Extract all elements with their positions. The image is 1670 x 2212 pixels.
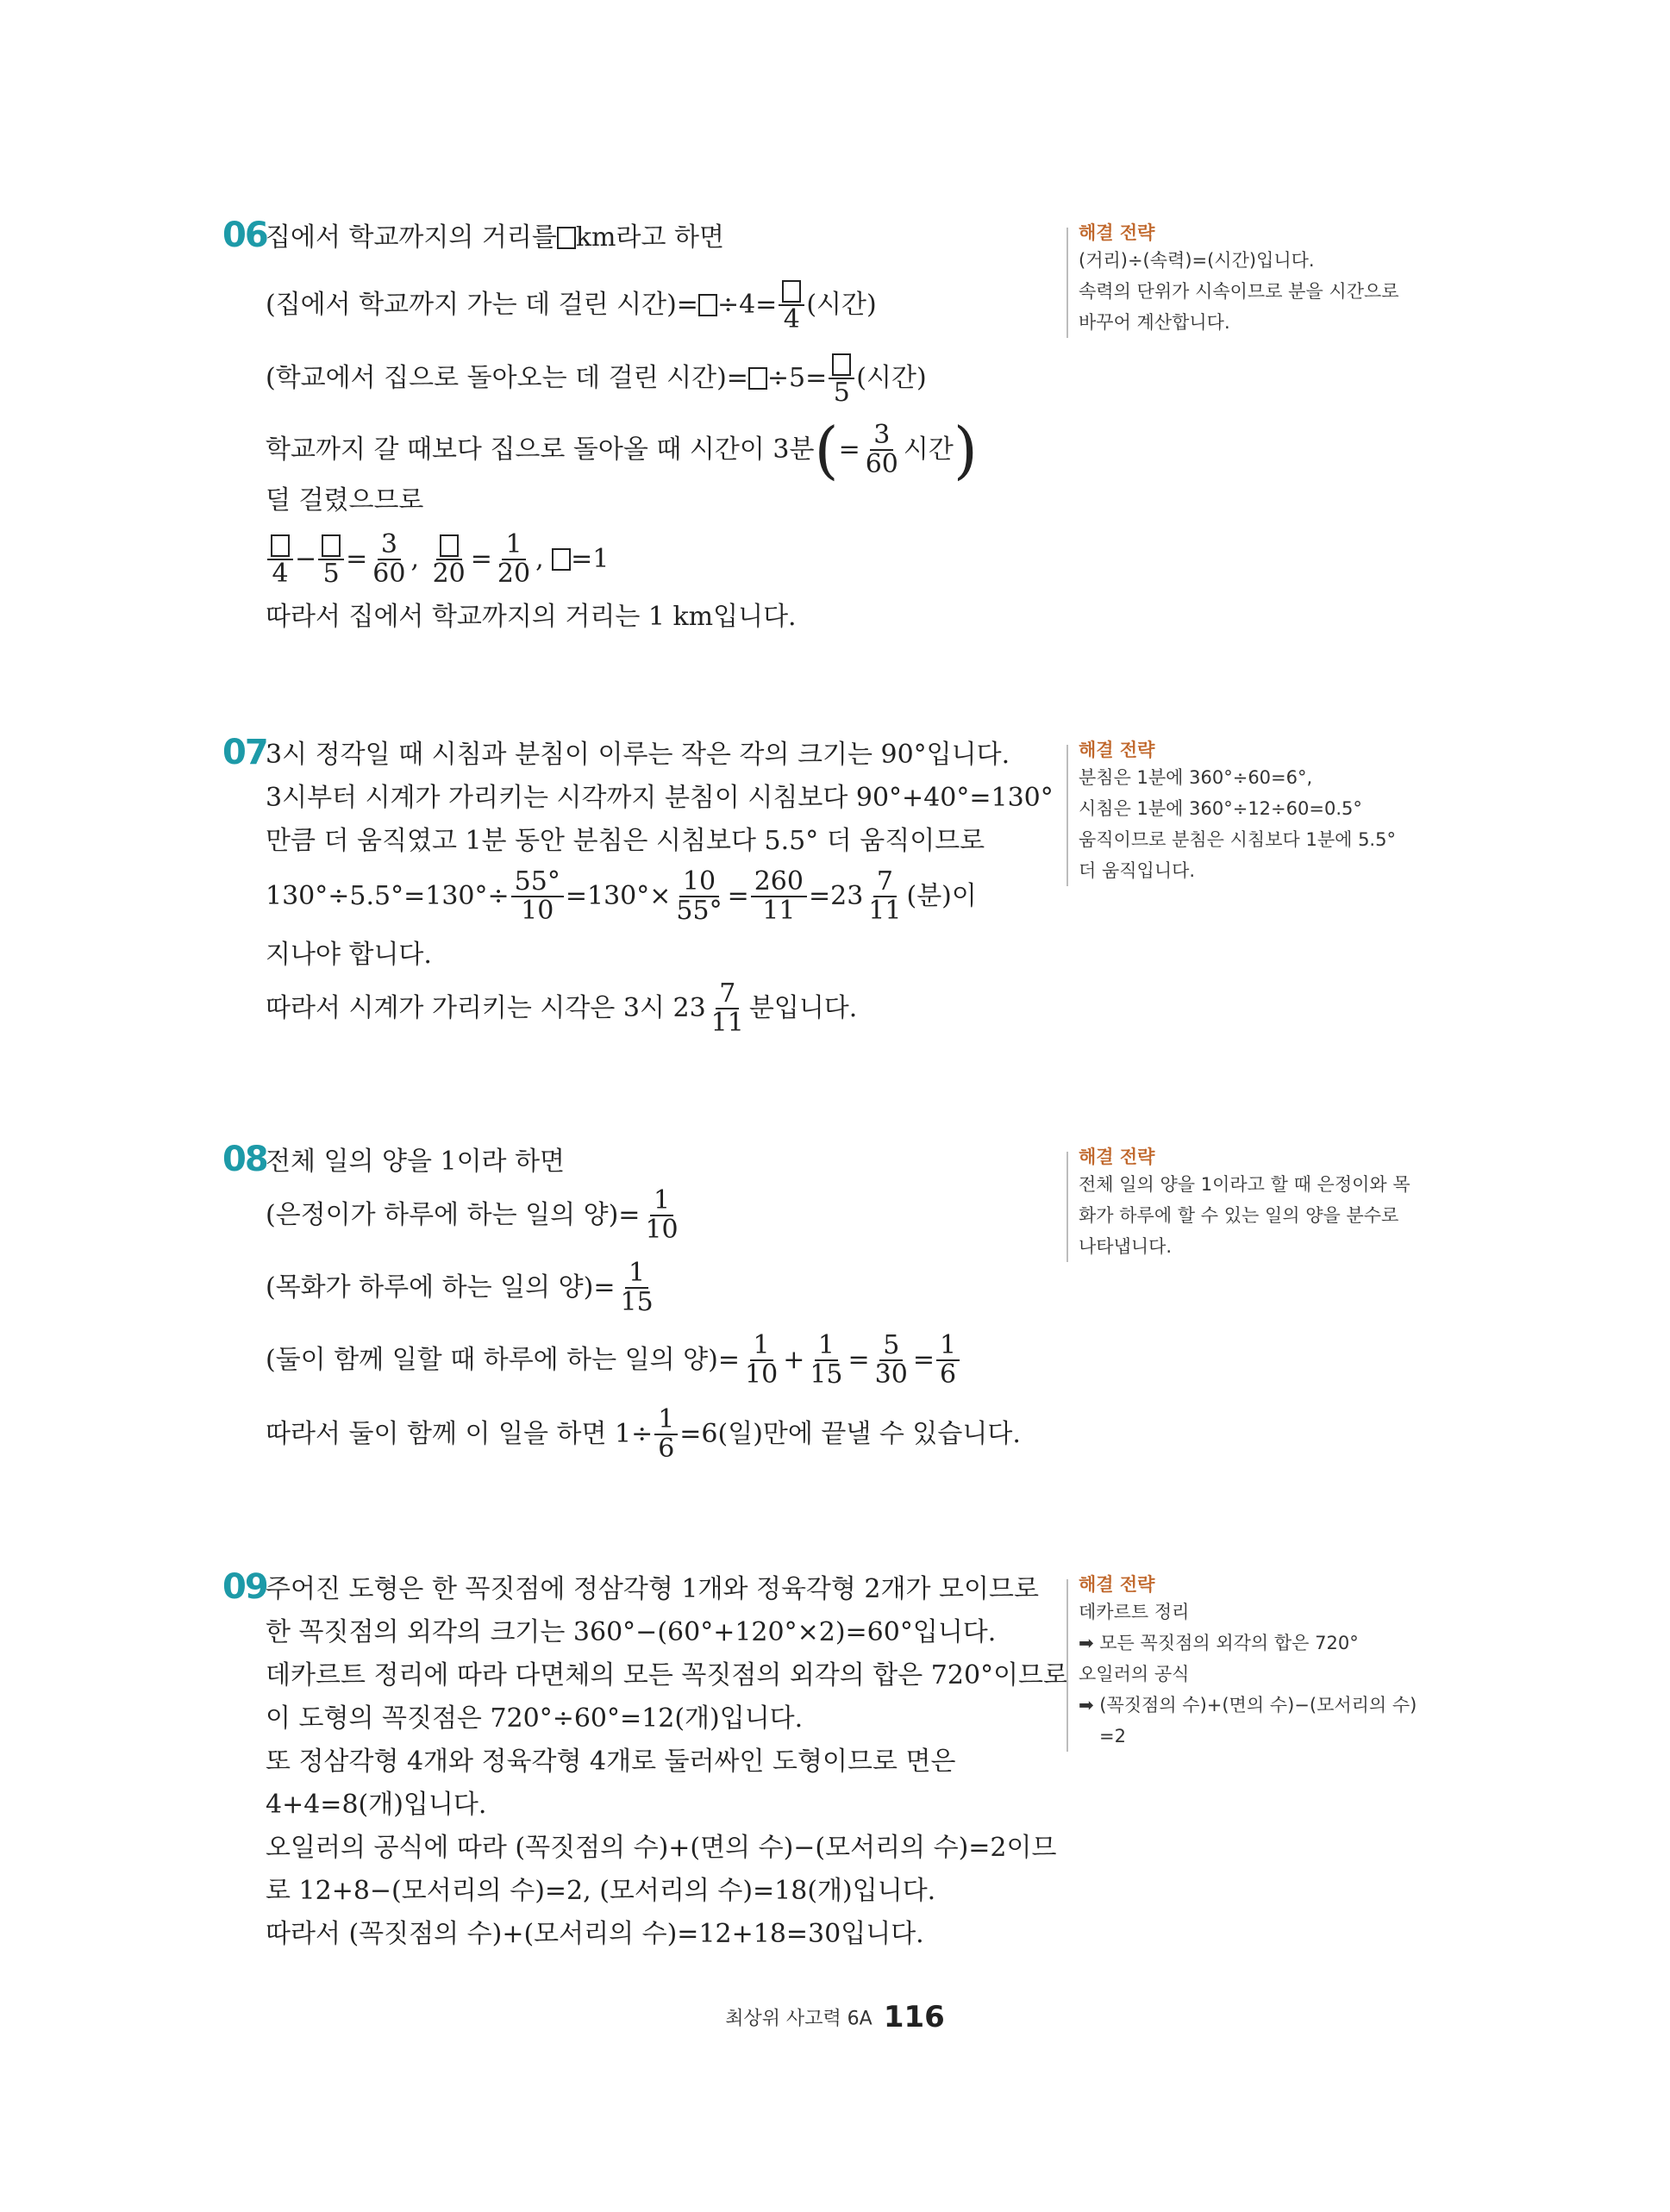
equation-line: 따라서 시계가 가리키는 시각은 3시 23 $\frac{7}{11}$ 분입니다. — [266, 978, 858, 1038]
fraction: $\frac{1}{6}$ — [936, 1332, 960, 1389]
fraction: 5 — [318, 531, 344, 588]
page-number: 116 — [883, 2000, 945, 2034]
blank-box — [322, 534, 341, 557]
problem-number: 07 — [222, 733, 267, 772]
blank-box — [557, 227, 576, 249]
text-line: 한 꼭짓점의 외각의 크기는 360°−(60°+120°×2)=60°입니다. — [266, 1617, 997, 1647]
text-line: (학교에서 집으로 돌아오는 데 걸린 시간)= ÷5= 5 (시간) — [266, 347, 927, 409]
text-line: 또 정삼각형 4개와 정육각형 4개로 둘러싸인 도형이므로 면은 — [266, 1746, 956, 1777]
fraction: $\frac{260}{11}$ — [751, 868, 807, 925]
strategy-note-09: 해결 전략 데카르트 정리 ➡ 모든 꼭짓점의 외각의 합은 720° 오일러의 공식 ➡ (꼭짓점의 수)+(면의 수)−(모서리의 수) =2 — [1066, 1579, 1458, 1752]
text-line: 로 12+8−(모서리의 수)=2, (모서리의 수)=18(개)입니다. — [266, 1876, 936, 1906]
fraction: $\frac{1}{15}$ — [620, 1258, 654, 1317]
blank-box — [271, 534, 290, 557]
strategy-note-07: 해결 전략 분침은 1분에 360°÷60=6°, 시침은 1분에 360°÷12÷60=0.5° 움직이므로 분침은 시침보다 1분에 5.5° 더 움직입니다. — [1066, 745, 1458, 886]
text-line: 학교까지 갈 때보다 집으로 돌아올 때 시간이 3분 ( = $\frac{3}{60}$ 시간 ) — [266, 414, 978, 486]
equation-line: 따라서 둘이 함께 이 일을 하면 1÷ $\frac{1}{6}$ =6(일)만에 끝낼 수 있습니다. — [266, 1404, 1021, 1464]
blank-box — [698, 294, 717, 316]
text-line: 3시 정각일 때 시침과 분침이 이루는 작은 각의 크기는 90°입니다. — [266, 740, 1010, 770]
fraction: $\frac{3}{60}$ — [372, 529, 406, 589]
fraction: $\frac{1}{10}$ — [745, 1330, 779, 1390]
strategy-note-08: 해결 전략 전체 일의 양을 1이라고 할 때 은정이와 목 화가 하루에 할 수 있는 일의 양을 분수로 나타냅니다. — [1066, 1152, 1458, 1262]
strategy-title: 해결 전략 — [1079, 222, 1155, 243]
blank-box — [782, 280, 801, 303]
equation-line: (둘이 함께 일할 때 하루에 하는 일의 양)= $\frac{1}{10}$ + $\frac{1}{15}$ = $\frac{5}{30}$ = $\frac{1}{6}$ — [266, 1329, 961, 1391]
text-line: 데카르트 정리에 따라 다면체의 모든 꼭짓점의 외각의 합은 720°이므로 — [266, 1660, 1069, 1690]
equation-line: (목화가 하루에 하는 일의 양)= $\frac{1}{15}$ — [266, 1257, 659, 1319]
problem-number: 06 — [222, 216, 267, 255]
text-line: 3시부터 시계가 가리키는 시각까지 분침이 시침보다 90°+40°=130° — [266, 783, 1054, 813]
text-line: 4+4=8(개)입니다. — [266, 1790, 487, 1820]
equation-line: 4 − 5 = $\frac{3}{60}$ , 20 = $\frac{1}{20}$ , =1 — [266, 528, 609, 590]
fraction: $\frac{55^\circ}{10}$ — [511, 868, 564, 925]
blank-box — [748, 367, 767, 390]
fraction: $\frac{7}{11}$ — [868, 866, 902, 926]
blank-box — [440, 534, 459, 557]
fraction: 5 — [829, 350, 854, 407]
equation-line: (은정이가 하루에 하는 일의 양)= $\frac{1}{10}$ — [266, 1184, 684, 1247]
text-line: 주어진 도형은 한 꼭짓점에 정삼각형 1개와 정육각형 2개가 모이므로 — [266, 1574, 1039, 1604]
book-title: 최상위 사고력 6A — [725, 2008, 873, 2030]
text-line: (집에서 학교까지 가는 데 걸린 시간)= ÷4= 4 (시간) — [266, 274, 877, 336]
fraction: $\frac{1}{15}$ — [810, 1330, 843, 1390]
blank-box — [552, 548, 571, 571]
text-line: 이 도형의 꼭짓점은 720°÷60°=12(개)입니다. — [266, 1703, 804, 1734]
strategy-note-06: 해결 전략 (거리)÷(속력)=(시간)입니다. 속력의 단위가 시속이므로 분을 시간으로 바꾸어 계산합니다. — [1066, 228, 1458, 338]
fraction: 4 — [779, 277, 804, 334]
text-line: 오일러의 공식에 따라 (꼭짓점의 수)+(면의 수)−(모서리의 수)=2이므 — [266, 1833, 1057, 1863]
fraction: $\frac{1}{6}$ — [654, 1406, 678, 1463]
text-line: 덜 걸렸으므로 — [266, 485, 424, 516]
text-line: 만큼 더 움직였고 1분 동안 분침은 시침보다 5.5° 더 움직이므로 — [266, 826, 985, 856]
page-footer — [0, 2000, 1670, 2034]
strategy-title: 해결 전략 — [1079, 1147, 1155, 1167]
strategy-title: 해결 전략 — [1079, 1574, 1155, 1595]
fraction: $\frac{5}{30}$ — [874, 1330, 908, 1390]
fraction: 20 — [429, 531, 469, 588]
problem-number: 08 — [222, 1140, 267, 1179]
fraction: $\frac{3}{60}$ — [865, 420, 898, 479]
text-line: 지나야 합니다. — [266, 940, 432, 970]
fraction: 4 — [267, 531, 293, 588]
problem-number: 09 — [222, 1567, 267, 1607]
fraction: $\frac{1}{20}$ — [497, 529, 531, 589]
strategy-title: 해결 전략 — [1079, 740, 1155, 760]
fraction: $\frac{7}{11}$ — [710, 978, 744, 1038]
text-line: 따라서 집에서 학교까지의 거리는 1 km입니다. — [266, 602, 797, 632]
text-line: 전체 일의 양을 1이라 하면 — [266, 1147, 566, 1177]
fraction: $\frac{1}{10}$ — [645, 1185, 679, 1245]
equation-line: 130°÷5.5°=130°÷ $\frac{55^\circ}{10}$ =130°× $\frac{10}{55^\circ}$ = $\frac{260}{11}$ =23 $\frac{7}{11}$ (분)이 — [266, 866, 977, 926]
text-line: 따라서 (꼭짓점의 수)+(모서리의 수)=12+18=30입니다. — [266, 1919, 924, 1949]
fraction: $\frac{10}{55^\circ}$ — [676, 866, 722, 926]
blank-box — [832, 353, 851, 376]
text-line: 집에서 학교까지의 거리를 km라고 하면 — [266, 222, 724, 253]
